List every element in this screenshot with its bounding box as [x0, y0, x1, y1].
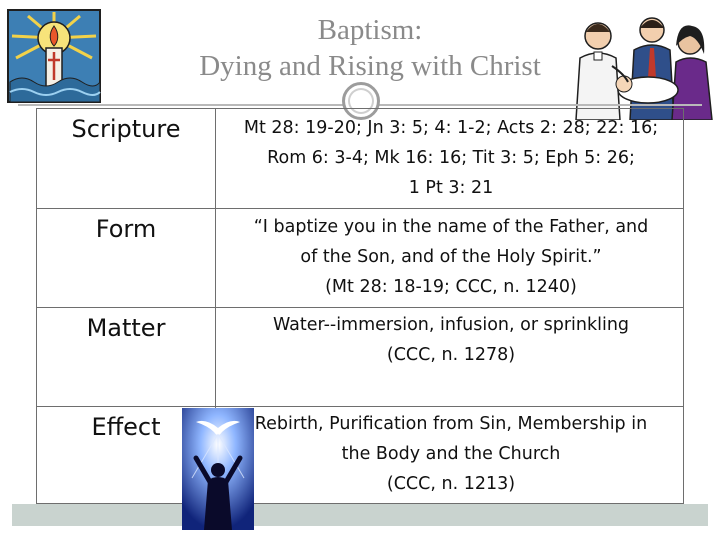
praying-figure-dove-icon [182, 408, 254, 530]
description-line: (Mt 28: 18-19; CCC, n. 1240) [325, 277, 577, 297]
table-row-scripture [37, 109, 683, 208]
description-line: Rebirth, Purification from Sin, Membership in [254, 414, 648, 434]
description-line: the Body and the Church [341, 444, 561, 464]
description-line: “I baptize you in the name of the Father, and [253, 217, 649, 237]
description-line: Water--immersion, infusion, or sprinkling [272, 315, 630, 335]
description-line: Rom 6: 3-4; Mk 16: 16; Tit 3: 5; Eph 5: 26; [267, 148, 635, 168]
sacrament-table [36, 108, 684, 504]
row-label: Form [95, 215, 157, 243]
description-line: (CCC, n. 1278) [386, 345, 516, 365]
title-line-2: Dying and Rising with Christ [199, 50, 541, 82]
row-label: Matter [86, 314, 166, 342]
slide-title [150, 12, 590, 84]
row-description [221, 310, 681, 370]
row-description [221, 113, 681, 203]
row-description [221, 409, 681, 499]
description-line: (CCC, n. 1213) [386, 474, 516, 494]
row-label: Scripture [71, 115, 181, 143]
table-row-form [37, 208, 683, 307]
description-line: 1 Pt 3: 21 [408, 178, 494, 198]
description-line: Mt 28: 19-20; Jn 3: 5; 4: 1-2; Acts 2: 28; 22: 16; [243, 118, 659, 138]
baptismal-candle-icon [6, 8, 102, 104]
table-row-effect [37, 406, 683, 503]
row-description [221, 212, 681, 302]
footer-bar [12, 504, 708, 526]
table-row-matter [37, 307, 683, 406]
description-line: of the Son, and of the Holy Spirit.” [300, 247, 602, 267]
title-line-1: Baptism: [317, 14, 423, 46]
row-label: Effect [91, 413, 161, 441]
